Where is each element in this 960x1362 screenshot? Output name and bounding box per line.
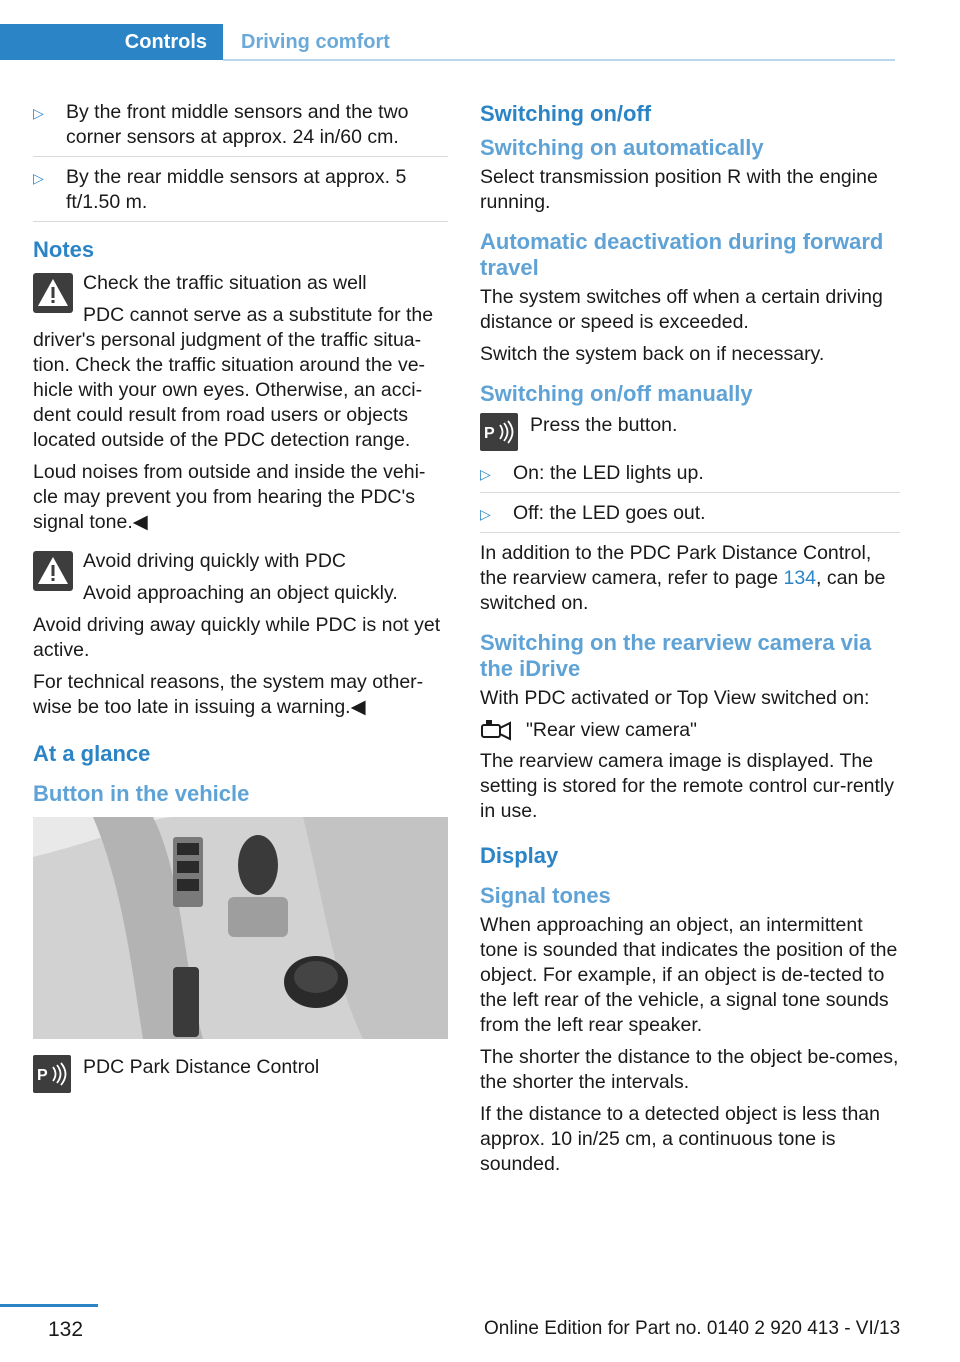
idrive-heading: Switching on the rearview camera via the iDrive [480, 630, 872, 681]
list-item: ▷ Off: the LED goes out. [480, 501, 900, 533]
auto-on-text: Select transmission position R with the engine running. [480, 166, 878, 213]
triangle-bullet-icon: ▷ [33, 105, 44, 121]
warning-traffic [33, 271, 448, 296]
header-rule [223, 59, 895, 61]
manual-heading: Switching on/off manually [480, 381, 753, 406]
warning-body: Loud noises from outside and inside the vehi-cle may prevent you from hearing the PDC's signal tone.◀ [33, 461, 426, 533]
list-item: ▷ By the front middle sensors and the two corner sensors at approx. 24 in/60 cm. [33, 100, 448, 157]
warning-line: Avoid approaching an object quickly. [83, 582, 398, 604]
led-list [480, 461, 900, 533]
left-column [33, 100, 448, 1103]
warning-title: Check the traffic situation as well [83, 272, 367, 294]
idrive-text: With PDC activated or Top View switched on: [480, 687, 870, 709]
warning-title: Avoid driving quickly with PDC [83, 550, 346, 572]
button-heading: Button in the vehicle [33, 781, 250, 806]
auto-off-heading: Automatic deactivation during forward travel [480, 229, 884, 280]
page-link[interactable]: 134 [783, 567, 817, 589]
warning-body: Avoid driving away quickly while PDC is not yet active. [33, 614, 441, 661]
pdc-button-icon [480, 413, 518, 451]
edition-text: Online Edition for Part no. 0140 2 920 413 - VI/13 [484, 1318, 901, 1339]
page-header [0, 24, 895, 60]
warning-icon [33, 551, 73, 591]
pdc-caption-row [33, 1055, 448, 1093]
menu-item-row [480, 718, 900, 743]
right-column [480, 100, 900, 1184]
display-heading: Display [480, 843, 559, 868]
rear-view-camera-menu-item[interactable]: "Rear view camera" [526, 719, 697, 741]
signal-tones-heading: Signal tones [480, 883, 611, 908]
page-number: 132 [48, 1318, 84, 1341]
svg-text:P: P [37, 1067, 48, 1084]
tones-text: If the distance to a detected object is less than approx. 10 in/25 cm, a continuous tone is sounded. [480, 1103, 880, 1175]
rearview-text: In addition to the PDC Park Distance Control, the rearview camera, refer to page 134, can be switched on. [480, 542, 886, 614]
warning-body: PDC cannot serve as a substitute for the driver's personal judgment of the traffic situa-tion. Check the traffic situation around the ve-hicle with your own eyes. Otherwise, an acci-dent could result from road users or objects located outside of the PDC detection range. [33, 304, 434, 451]
tab-controls[interactable]: Controls [0, 24, 223, 60]
center-console-photo [33, 817, 448, 1039]
triangle-bullet-icon: ▷ [33, 170, 44, 186]
pdc-button-icon [33, 1055, 71, 1093]
auto-off-text: Switch the system back on if necessary. [480, 343, 825, 365]
warning-quick [33, 549, 448, 606]
list-item: ▷ On: the LED lights up. [480, 461, 900, 493]
switching-heading: Switching on/off [480, 101, 652, 126]
triangle-bullet-icon: ▷ [480, 506, 491, 522]
footer-rule [0, 1304, 98, 1307]
sensor-list [33, 100, 448, 222]
displayed-text: The rearview camera image is displayed. The setting is stored for the remote control cur-rently in use. [480, 750, 895, 822]
pdc-caption: PDC Park Distance Control [83, 1056, 320, 1078]
press-button-row [480, 413, 900, 451]
auto-on-heading: Switching on automatically [480, 135, 764, 160]
tones-text: When approaching an object, an intermittent tone is sounded that indicates the position of the object. For example, if an object is de-tected to the left rear of the vehicle, a signal tone sounds from the left rear speaker. [480, 914, 898, 1036]
tab-driving-comfort[interactable]: Driving comfort [241, 30, 390, 53]
tones-text: The shorter the distance to the object be-comes, the shorter the intervals. [480, 1046, 899, 1093]
triangle-bullet-icon: ▷ [480, 466, 491, 482]
warning-body: For technical reasons, the system may other-wise be too late in issuing a warning.◀ [33, 671, 424, 718]
warning-icon [33, 273, 73, 313]
console-illustration [33, 817, 448, 1039]
rear-camera-icon [480, 718, 516, 742]
svg-text:P: P [484, 425, 495, 442]
list-item: ▷ By the rear middle sensors at approx. 5 ft/1.50 m. [33, 165, 448, 222]
at-a-glance-heading: At a glance [33, 741, 151, 766]
press-button-text: Press the button. [530, 414, 678, 436]
auto-off-text: The system switches off when a certain driving distance or speed is exceeded. [480, 286, 883, 333]
notes-heading: Notes [33, 237, 95, 262]
